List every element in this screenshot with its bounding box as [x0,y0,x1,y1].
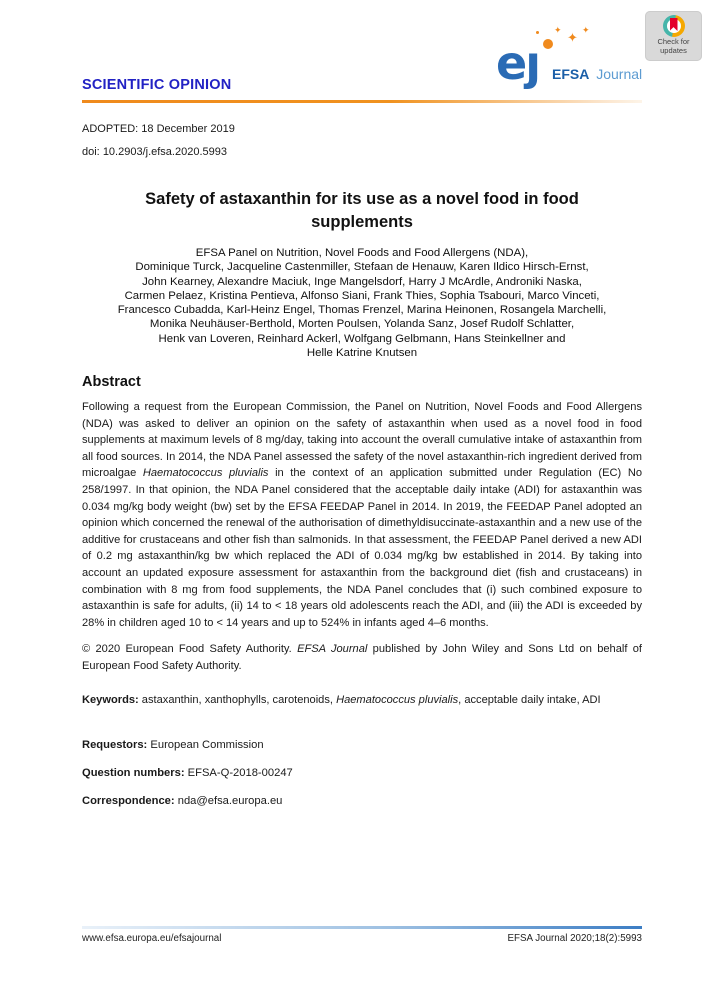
logo-brand-label: EFSA [552,66,590,82]
keywords-line [82,692,642,709]
page-title [82,188,642,234]
correspondence-line [82,794,642,808]
question-numbers-label: Question numbers: [82,767,185,780]
section-label: SCIENTIFIC OPINION [82,77,232,93]
author-line: EFSA Panel on Nutrition, Novel Foods and Food Allergens (NDA), [195,247,529,259]
main-content [82,374,642,808]
requestors-label: Requestors: [82,739,148,752]
sparkle-star-icon: ✦ [567,30,578,45]
doi-label: doi: [82,146,100,158]
correspondence-email-link[interactable]: nda@efsa.europa.eu [177,795,283,808]
sparkle-dot-icon [536,31,539,34]
author-line: Carmen Pelaez, Kristina Pentieva, Alfonso Siani, Frank Thies, Sophia Tsabouri, Marco Vinceti, [124,289,600,302]
requestors-value: European Commission [150,739,264,752]
question-numbers-value: EFSA-Q-2018-00247 [187,767,293,780]
sparkle-dot-icon [543,39,553,49]
header-rule [82,100,642,103]
keywords-label: Keywords: [82,693,139,706]
abstract-paragraph: Following a request from the European Commission, the Panel on Nutrition, Novel Foods and Food Allergens (NDA) was asked to deliver an opinion on the safety of astaxanthin when used as a novel food in food supplements at maximum levels of 8 mg/day, taking into account the overall cumulative intake of astaxanthin from all food sources. In 2014, the NDA Panel assessed the safety of the novel astaxanthin-rich ingredient derived from microalgae Haematococcus pluvialis in the context of an application submitted under Regulation (EC) No 258/1997. In that opinion, the NDA Panel considered that the acceptable daily intake (ADI) for astaxanthin was 0.034 mg/kg body weight (bw) set by the EFSA FEEDAP Panel in 2014. In 2019, the FEEDAP Panel adopted an opinion which concerned the renewal of the authorisation of dimethyldisuccinate-astaxanthin and a new use of the additive for crustaceans and other fish than salmonids. In that assessment, the FEEDAP Panel derived a new ADI of 0.2 mg astaxanthin/kg bw which replaced the ADI of 0.034 mg/kg bw established in 2014. By taking into account an updated exposure assessment for astaxanthin from the background diet (fish and crustaceans) in combination with 8 mg from food supplements, the NDA Panel concludes that (i) such combined exposure to astaxanthin is safe for adults, (ii) 14 to < 18 years old adolescents reach the ADI, and (iii) the ADI is exceeded by 28% in children aged 10 to < 14 years and up to 524% in infants aged 4–6 months. [82,401,642,629]
copyright-notice: © 2020 European Food Safety Authority. EFSA Journal published by John Wiley and Sons Ltd on behalf of European Food Safety Authority. [82,643,643,672]
logo-journal-label: Journal [596,66,643,82]
crossmark-icon [663,15,685,37]
author-line: Monika Neuhäuser-Berthold, Morten Poulsen, Yolanda Sanz, Josef Rudolf Schlatter, [149,318,575,331]
footer-journal-url[interactable]: www.efsa.europa.eu/efsajournal [82,933,222,944]
requestors-line [82,738,642,752]
author-line: John Kearney, Alexandre Maciuk, Inge Mangelsdorf, Harry J McArdle, Androniki Naska, [142,275,582,288]
question-numbers-line [82,766,642,780]
keywords-text: astaxanthin, xanthophylls, carotenoids, Haematococcus pluvialis, acceptable daily intake, ADI [138,693,601,706]
adopted-line [82,123,235,135]
author-line: Dominique Turck, Jacqueline Castenmiller, Stefaan de Henauw, Karen Ildico Hirsch-Ernst, [135,261,589,274]
sparkle-star-icon: ✦ [554,25,562,35]
title-line: supplements [311,213,413,231]
doi-value: 10.2903/j.efsa.2020.5993 [102,146,227,158]
author-list [72,246,652,360]
footer-citation: EFSA Journal 2020;18(2):5993 [507,933,642,944]
author-line: Helle Katrine Knutsen [306,347,418,360]
efsa-logo-mark: eȷ [496,36,539,90]
check-updates-label: Check for updates [657,37,690,55]
author-line: Henk van Loveren, Reinhard Ackerl, Wolfgang Gelbmann, Hans Steinkellner and [158,332,566,345]
adopted-label: ADOPTED: [82,123,139,135]
sparkle-star-icon: ✦ [582,25,590,35]
footer-rule [82,926,642,929]
author-line: Francesco Cubadda, Karl-Heinz Engel, Thomas Frenzel, Marina Heinonen, Rosangela Marchelli, [117,304,607,317]
title-line: Safety of astaxanthin for its use as a novel food in food [145,190,579,208]
efsa-journal-wordmark [552,66,642,82]
adopted-value: 18 December 2019 [141,123,235,135]
efsa-journal-logo [496,25,643,100]
abstract-heading: Abstract [82,374,141,390]
check-for-updates-badge[interactable] [645,11,702,61]
doi-line [82,146,227,158]
correspondence-label: Correspondence: [82,795,175,808]
